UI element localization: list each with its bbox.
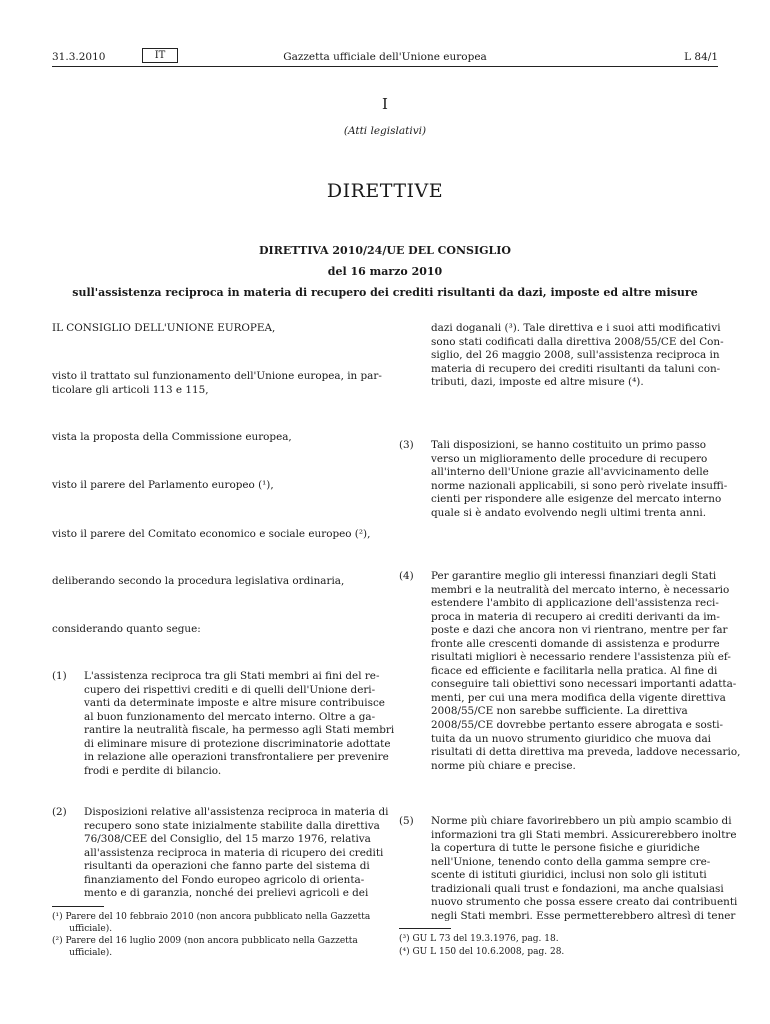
- citation-committee-opinion: visto il parere del Comitato economico e sociale europeo (²),: [52, 528, 371, 540]
- footnote: (²) Parere del 16 luglio 2009 (non ancora pubblicato nella Gazzetta ufficiale).: [52, 936, 358, 958]
- directive-subject: sull'assistenza reciproca in materia di recupero dei crediti risultanti da dazi, imposte ed altre misure: [72, 286, 698, 299]
- recital-number: (4): [399, 570, 414, 582]
- recital-text: Norme più chiare favorirebbero un più ampio scambio di informazioni tra gli Stati membri. Assicurerebbero inoltre la copertura di tutte le persone fisiche e giuridiche nell'Unione, tenendo conto della gamma sempre cre- scente di istituti giuridici, inclusi non solo gli istituti tradizionali quali trust e fondazioni, ma anche qualsiasi nuovo strumento che possa essere creato dai contribuenti negli Stati membri. Esse permetterebbero altresì di tener: [431, 815, 738, 922]
- recital-continuation: dazi doganali (³). Tale direttiva e i suoi atti modificativi sono stati codificati dalla direttiva 2008/55/CE del Con- siglio, del 26 maggio 2008, sull'assistenza reciproca in materia di recupero dei crediti risultanti da taluni con- tributi, dazi, imposte ed altre misure (⁴).: [431, 322, 724, 389]
- recital-text: Tali disposizioni, se hanno costituito un primo passo verso un miglioramento delle procedure di recupero all'interno dell'Unione grazie all'avvicinamento delle norme nazionali applicabili, si sono però rivelate insuffi- cienti per rispondere alle esigenze del mercato interno quale si è andato evolvendo negli ultimi trenta anni.: [431, 439, 728, 519]
- footnote: (⁴) GU L 150 del 10.6.2008, pag. 28.: [399, 947, 565, 957]
- council-heading: IL CONSIGLIO DELL'UNIONE EUROPEA,: [52, 322, 276, 334]
- recital-text: L'assistenza reciproca tra gli Stati membri ai fini del re- cupero dei rispettivi crediti e di quelli dell'Unione deri- vanti da determinate imposte e altre misure contribuisce al buon funzionamento del mercato interno. Oltre a ga- rantire la neutralità fiscale, ha permesso agli Stati membri di eliminare misure di protezione discriminatorie adottate in relazione alle operazioni transfrontaliere per prevenire frodi e perdite di bilancio.: [84, 670, 395, 777]
- section-subtitle: (Atti legislativi): [343, 125, 427, 137]
- directive-title: DIRETTIVA 2010/24/UE DEL CONSIGLIO: [259, 244, 511, 257]
- citation-parliament-opinion: visto il parere del Parlamento europeo (¹),: [52, 479, 274, 491]
- footnote: (³) GU L 73 del 19.3.1976, pag. 18.: [399, 934, 559, 944]
- recital-number: (2): [52, 806, 67, 818]
- citation-commission-proposal: vista la proposta della Commissione europea,: [52, 431, 292, 443]
- footnote-rule: [399, 928, 451, 929]
- section-roman-numeral: I: [382, 95, 388, 113]
- header-rule: [52, 66, 718, 67]
- recital-text: Per garantire meglio gli interessi finanziari degli Stati membri e la neutralità del mercato interno, è necessario estendere l'ambito di applicazione dell'assistenza reci- proca in materia di recupero ai crediti derivanti da im- poste e dazi che ancora non vi rientrano, mentre per far fronte alle crescenti domande di assistenza e produrre risultati migliori è necessario rendere l'assistenza più ef- ficace ed efficiente e facilitarla nella pratica. Al fine di conseguire tali obiettivi sono necessari importanti adatta- menti, per cui una mera modifica della vigente direttiva 2008/55/CE non sarebbe sufficiente. La direttiva 2008/55/CE dovrebbe pertanto essere abrogata e sosti- tuita da un nuovo strumento giuridico che muova dai risultati di detta direttiva ma preveda, laddove necessario, norme più chiare e precise.: [431, 570, 741, 772]
- footnote-rule: [52, 906, 104, 907]
- recital-number: (3): [399, 439, 414, 451]
- publication-date: 31.3.2010: [52, 51, 106, 63]
- page-reference: L 84/1: [684, 51, 718, 63]
- language-code-box: IT: [142, 48, 178, 63]
- recital-number: (1): [52, 670, 67, 682]
- recital-number: (5): [399, 815, 414, 827]
- section-heading: DIRETTIVE: [326, 180, 444, 202]
- recital-text: Disposizioni relative all'assistenza reciproca in materia di recupero sono state inizialmente stabilite dalla direttiva 76/308/CEE del Consiglio, del 15 marzo 1976, relativa all'assistenza reciproca in materia di ricupero dei crediti risultanti da operazioni che fanno parte del sistema di finanziamento del Fondo europeo agricolo di orienta- mento e di garanzia, nonché dei prelievi agricoli e dei: [84, 806, 389, 900]
- legislative-procedure: deliberando secondo la procedura legislativa ordinaria,: [52, 575, 345, 587]
- journal-title: Gazzetta ufficiale dell'Unione europea: [283, 51, 487, 63]
- recitals-intro: considerando quanto segue:: [52, 623, 201, 635]
- citation-treaty: visto il trattato sul funzionamento dell'Unione europea, in par- ticolare gli articoli 113 e 115,: [52, 370, 382, 396]
- footnote: (¹) Parere del 10 febbraio 2010 (non ancora pubblicato nella Gazzetta ufficiale).: [52, 912, 371, 934]
- directive-date: del 16 marzo 2010: [327, 265, 443, 278]
